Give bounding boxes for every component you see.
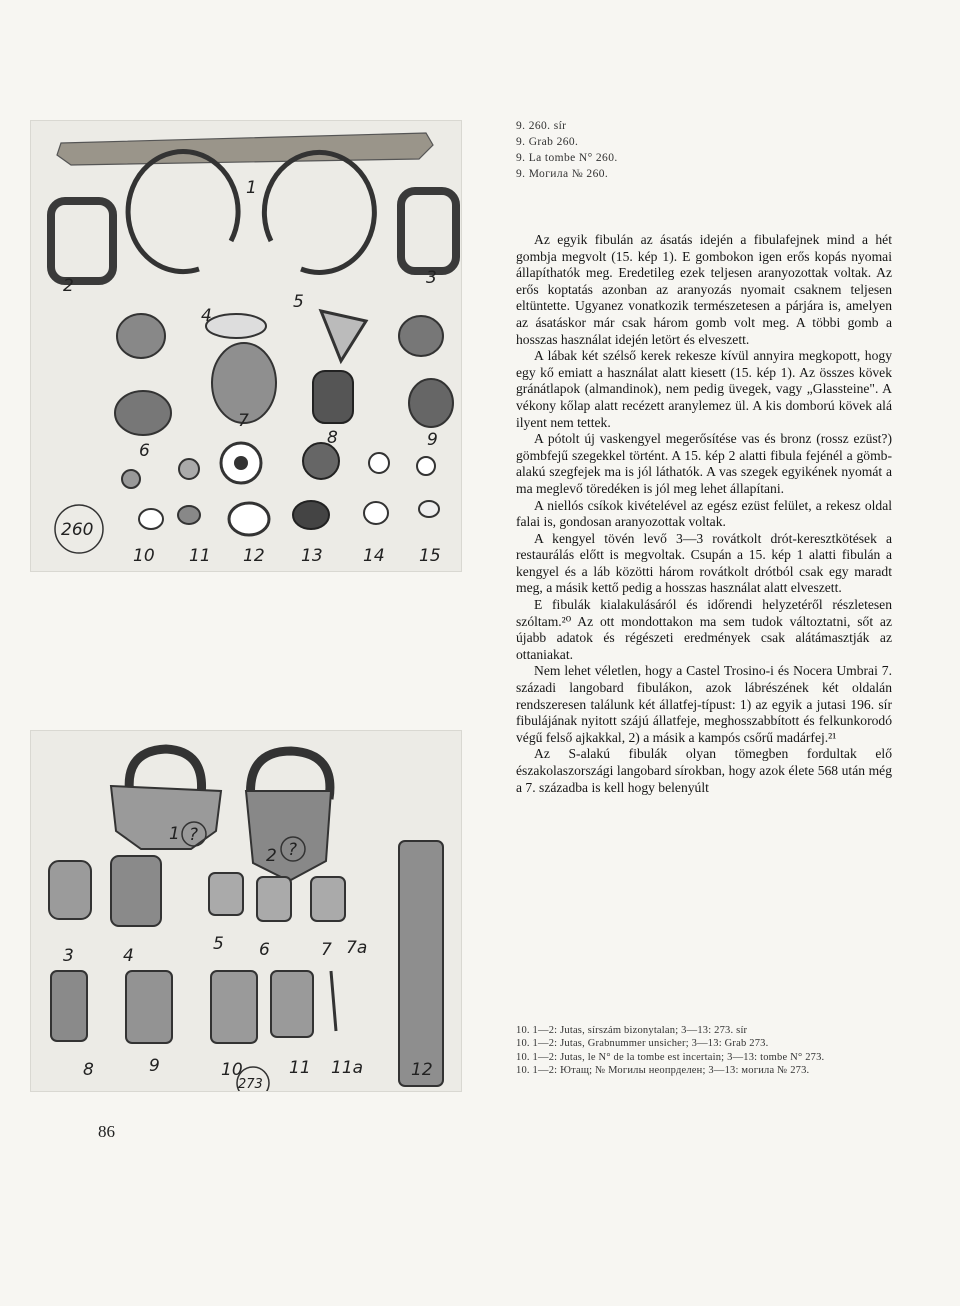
plate-grave-273 bbox=[30, 730, 462, 1092]
plate-273-label: 11 bbox=[289, 1058, 311, 1078]
footnote-line: 10. 1—2: Jutas, Grabnummer unsicher; 3—13: Grab 273. bbox=[516, 1038, 769, 1050]
plate-260-label: 7 bbox=[238, 411, 249, 431]
paragraph: Az S-alakú fibulák olyan tömegben fordultak elő északolaszországi langobard sírokban, hogy azok élete 568 után még a 7. századba is kell hogy belenyúlt bbox=[516, 746, 892, 795]
plate-260-label: 15 bbox=[419, 546, 441, 566]
plate-260-label: 6 bbox=[139, 441, 150, 461]
paragraph: A pótolt új vaskengyel megerősítése vas és bronz (rossz ezüst?) gömbfejű szegekkel történt. A 15. kép 2 alatti fibula fejénél a gömb-alakú szegfejek ma is jól láthatók. A vas szegek egyikének nyomát a ma meglevő töredéken is jól meg lehet állapítani. bbox=[516, 431, 892, 496]
paragraph: Nem lehet véletlen, hogy a Castel Trosino-i és Nocera Umbrai 7. századi langobard fibulákon, azok lábrészének két oldalán rendszeresen találunk két állatfej-típust: 1) az egyik a jutasi 196. sír fibulájának nyitott szájú állatfeje, meghosszabbított és felkunkorodó végű felső ajkakkal, 2) a másik a kampós csőrű madárfej.²¹ bbox=[516, 663, 892, 745]
paragraph: A kengyel tövén levő 3—3 rovátkolt drót-keresztkötések a restaurálás előtt is megvoltak. Csupán a 15. kép 1 alatti fibulán a kengyel és a láb közötti három rovátkolt drótból csak egy maradt meg, a másik kettő pedig a hosszas használat alatt elveszett. bbox=[516, 530, 892, 596]
plate-260-label: 1 bbox=[246, 178, 257, 198]
plate-260-label: 4 bbox=[201, 306, 212, 326]
plate-273-label: 10 bbox=[221, 1060, 243, 1080]
footnote-captions bbox=[516, 1024, 906, 1078]
footnote-line: 10. 1—2: Ютащ; № Могилы неопрделен; 3—13: могила № 273. bbox=[516, 1065, 810, 1077]
plate-260-label: 12 bbox=[243, 546, 265, 566]
plate-260-label: 9 bbox=[427, 430, 438, 450]
plate-273-label: 5 bbox=[213, 934, 224, 954]
plate-260-label: 14 bbox=[363, 546, 385, 566]
plate-273-circled-label: ? bbox=[288, 840, 298, 860]
plate-273-label: 4 bbox=[123, 946, 134, 966]
plate-260-label: 10 bbox=[133, 546, 155, 566]
caption-line: 9. Grab 260. bbox=[516, 136, 579, 148]
grave-number-273: 273 bbox=[238, 1077, 263, 1091]
plate-273-label: 6 bbox=[259, 940, 270, 960]
plate-273-drawing bbox=[31, 731, 461, 1091]
plate-260-label: 8 bbox=[327, 428, 338, 448]
plate-273-label: 3 bbox=[63, 946, 74, 966]
plate-273-label: 1 bbox=[169, 824, 180, 844]
grave-number-260: 260 bbox=[61, 520, 94, 540]
plate-260-label: 11 bbox=[189, 546, 211, 566]
plate-273-label: 9 bbox=[149, 1056, 160, 1076]
plate-273-label: 8 bbox=[83, 1060, 94, 1080]
paragraph: A lábak két szélső kerek rekesze kívül annyira megkopott, hogy egy kő emiatt a használat alatt kiesett (15. kép 1). Az összes kövek gránátlapok (almandinok), nem pedig üvegek, vagy „Glassteine". A vékony kőlap alatt recézett aranylemez ül. A kis domború kövek alá ilyent nem tettek. bbox=[516, 348, 892, 430]
plate-273-label: 11a bbox=[331, 1058, 364, 1078]
plate-260-label: 13 bbox=[301, 546, 323, 566]
plate-273-label: 12 bbox=[411, 1060, 433, 1080]
paragraph: A niellós csíkok kivételével az egész ezüst felület, a rekesz oldal falai is, gondosan aranyozottak voltak. bbox=[516, 497, 892, 530]
plate-273-label: 7a bbox=[346, 938, 368, 958]
body-text bbox=[516, 232, 892, 796]
plate-260-label: 3 bbox=[426, 268, 437, 288]
paragraph: Az egyik fibulán az ásatás idején a fibulafejnek mind a hét gombja megvolt (15. kép 1). E gombokon igen erős kopás nyomai állapíthatók meg. Eredetileg ezek teljesen aranyozottak voltak. Az erős koptatás azonban az aranyozás nyomait csaknem teljesen eltüntette. Ugyanez vonatkozik természetesen a párjára is, amelyen az ásatáskor már csak három gomb volt meg. A többi gomb a hosszas használat idején letört és elveszett. bbox=[516, 232, 892, 347]
plate-260-label: 5 bbox=[293, 292, 304, 312]
plate-273-label: 7 bbox=[321, 940, 332, 960]
plate-260-label: 2 bbox=[63, 276, 74, 296]
paragraph: E fibulák kialakulásáról és időrendi helyzetéről részletesen szóltam.²⁰ Az ott mondottakon ma sem tudok változtatni, sőt az újabb adatok és régészeti eredmények csak alátámasztják az ottaniakat. bbox=[516, 597, 892, 662]
footnote-line: 10. 1—2: Jutas, sírszám bizonytalan; 3—13: 273. sír bbox=[516, 1025, 748, 1036]
page-number: 86 bbox=[98, 1122, 115, 1141]
caption-line: 9. La tombe N° 260. bbox=[516, 152, 618, 164]
plate-273-label: 2 bbox=[266, 846, 277, 866]
figure-caption bbox=[516, 118, 916, 182]
plate-grave-260 bbox=[30, 120, 462, 572]
footnote-line: 10. 1—2: Jutas, le N° de la tombe est incertain; 3—13: tombe N° 273. bbox=[516, 1051, 825, 1063]
plate-273-circled-label: ? bbox=[189, 825, 199, 845]
caption-line: 9. Могила № 260. bbox=[516, 168, 609, 180]
caption-line: 9. 260. sír bbox=[516, 120, 567, 132]
plate-260-drawing bbox=[31, 121, 461, 571]
